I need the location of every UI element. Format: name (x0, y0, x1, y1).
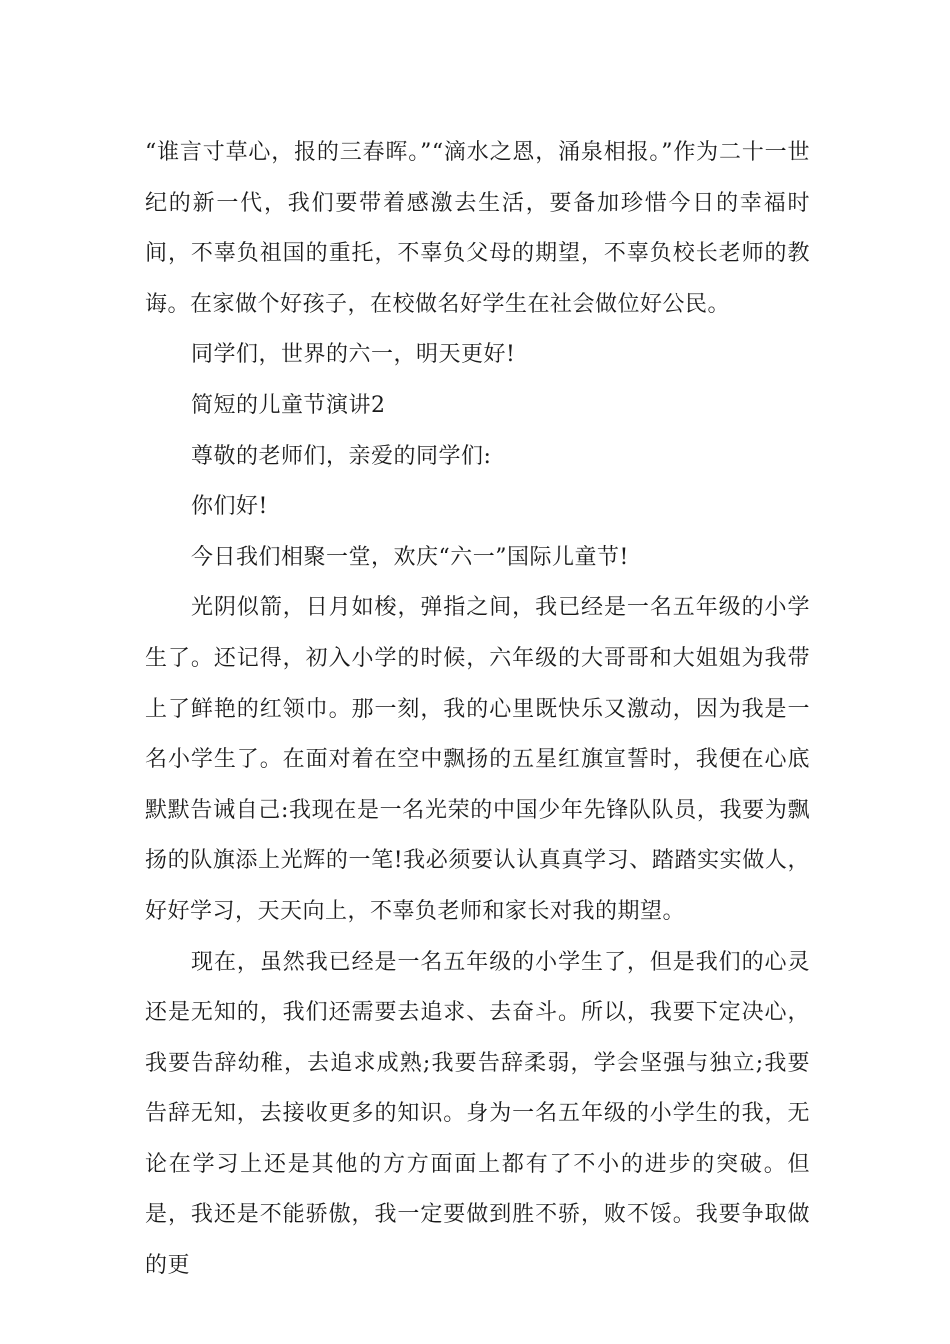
paragraph-time-flies: 光阴似箭，日月如梭，弹指之间，我已经是一名五年级的小学生了。还记得，初入小学的时候，六年级的大哥哥和大姐姐为我带上了鲜艳的红领巾。那一刻，我的心里既快乐又激动，因为我是一名小学生了。在面对着在空中飘扬的五星红旗宣誓时，我便在心底默默告诫自己:我现在是一名光荣的中国少年先锋队队员，我要为飘扬的队旗添上光辉的一笔!我必须要认认真真学习、踏踏实实做人，好好学习，天天向上，不辜负老师和家长对我的期望。 (145, 595, 810, 924)
paragraph-celebration: 今日我们相聚一堂，欢庆“六一”国际儿童节! (191, 544, 629, 570)
document-body (145, 128, 810, 1292)
paragraph-greeting: 你们好! (191, 494, 268, 520)
paragraph-closing-wish: 同学们，世界的六一，明天更好! (191, 342, 516, 368)
paragraph-salutation: 尊敬的老师们，亲爱的同学们: (191, 443, 492, 469)
paragraph-gratitude-quote: “谁言寸草心，报的三春晖。”“滴水之恩，涌泉相报。”作为二十一世纪的新一代，我们要带着感激去生活，要备加珍惜今日的幸福时间，不辜负祖国的重托，不辜负父母的期望，不辜负校长老师的教诲。在家做个好孩子，在校做名好学生在社会做位好公民。 (145, 140, 810, 317)
paragraph-determination: 现在，虽然我已经是一名五年级的小学生了，但是我们的心灵还是无知的，我们还需要去追求、去奋斗。所以，我要下定决心，我要告辞幼稚，去追求成熟;我要告辞柔弱，学会坚强与独立;我要告辞无知，去接收更多的知识。身为一名五年级的小学生的我，无论在学习上还是其他的方方面面上都有了不小的进步的突破。但是，我还是不能骄傲，我一定要做到胜不骄，败不馁。我要争取做的更 (145, 949, 810, 1279)
speech-2-title: 简短的儿童节演讲2 (191, 392, 386, 418)
